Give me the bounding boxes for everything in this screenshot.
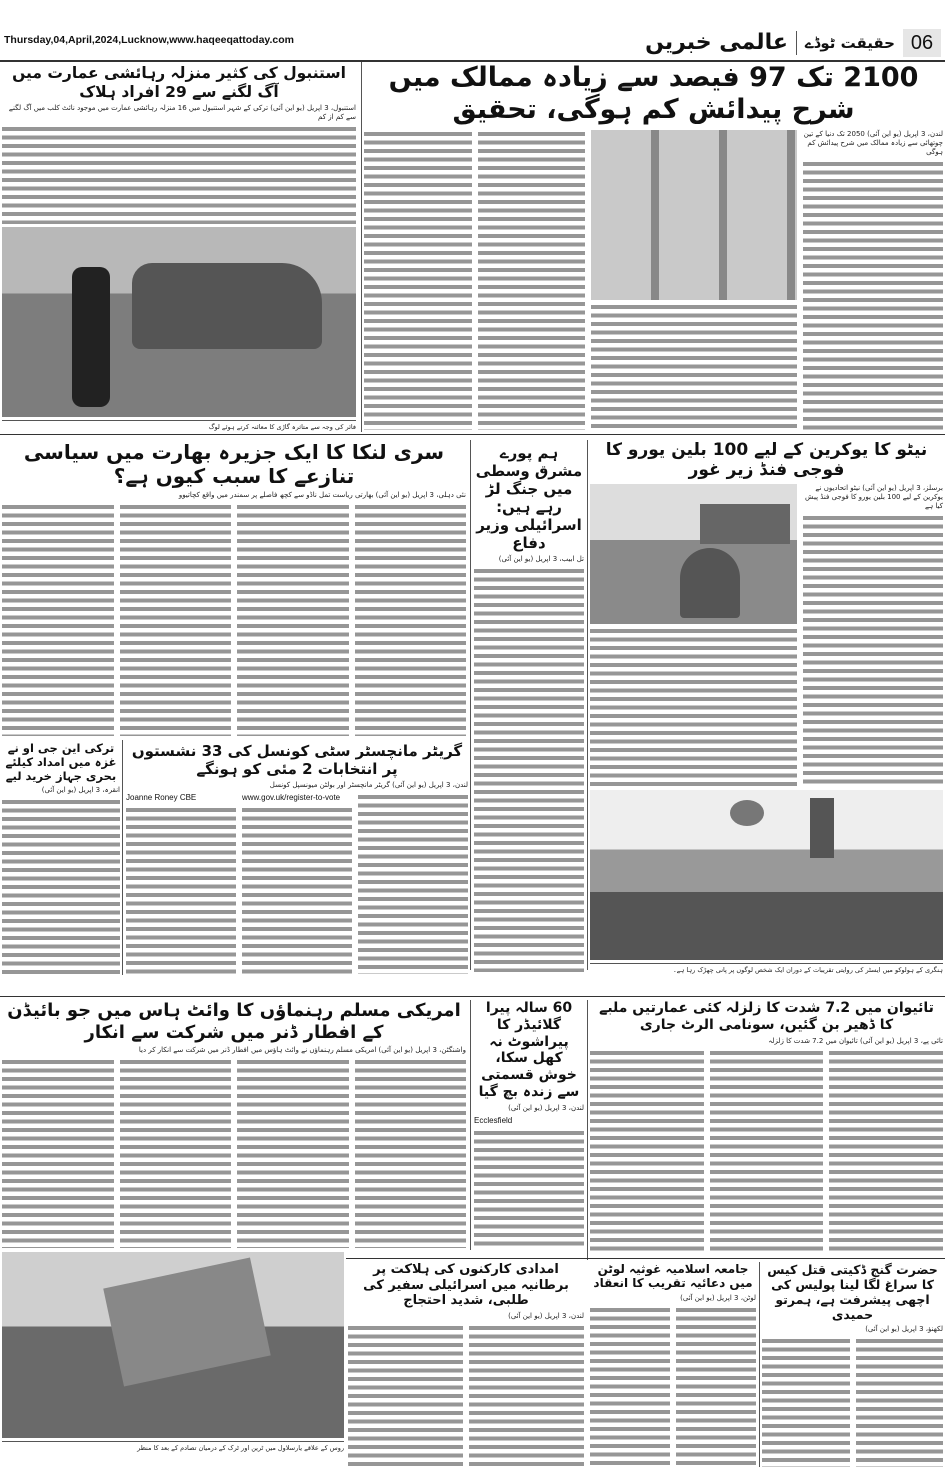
section-title: عالمی خبریں xyxy=(645,29,788,55)
body-text xyxy=(590,627,797,787)
divider xyxy=(587,440,588,970)
divider xyxy=(587,1000,588,1260)
lead: انقرہ، 3 اپریل (یو این آئی) xyxy=(41,786,120,795)
article-istanbul xyxy=(2,64,356,432)
lead: لندن، 3 اپریل (یو این آئی) xyxy=(508,1103,584,1112)
divider xyxy=(361,62,362,432)
body-text xyxy=(242,806,352,974)
dateline: Thursday,04,April,2024,Lucknow,www.haqeeqattoday.com xyxy=(4,34,294,46)
body-text xyxy=(469,1324,584,1467)
lead: تائی پے، 3 اپریل (یو این آئی) تائیوان میں 7.2 شدت کا زلزلہ xyxy=(768,1036,943,1045)
article-birthrate xyxy=(364,62,943,430)
article-paraglider xyxy=(474,1000,584,1250)
headline: 2100 تک 97 فیصد سے زیادہ ممالک میں شرح پیدائش کم ہوگی، تحقیق xyxy=(388,62,919,126)
divider xyxy=(122,740,123,975)
article-nato xyxy=(590,440,943,975)
body-text xyxy=(710,1049,824,1255)
headline: جامعہ اسلامیہ غوثیہ لوٹن میں دعائیہ تقریب کا انعقاد xyxy=(593,1262,753,1291)
masthead xyxy=(0,26,945,60)
lead: برسلز، 3 اپریل (یو این آئی) نیٹو اتحادیوں نے یوکرین کے لیے 100 بلین یورو کا فوجی فنڈ پیش کیا ہے xyxy=(805,483,943,510)
place-name: Ecclesfield xyxy=(474,1115,513,1125)
lead: لوٹن، 3 اپریل (یو این آئی) xyxy=(680,1293,756,1302)
body-text xyxy=(2,503,114,736)
article-srilanka xyxy=(2,440,466,736)
divider xyxy=(470,1000,471,1250)
register-url[interactable]: www.gov.uk/register-to-vote xyxy=(242,793,341,802)
body-text xyxy=(856,1337,944,1467)
page-number: 06 xyxy=(903,29,941,57)
body-text xyxy=(803,160,943,430)
headline: ہم پورے مشرق وسطی میں جنگ لڑ رہے ہیں: اسرائیلی وزیر دفاع xyxy=(475,444,583,552)
divider xyxy=(796,31,797,55)
english-name: Joanne Roney CBE xyxy=(126,793,197,802)
article-turkey-ngo xyxy=(2,742,120,974)
body-text xyxy=(348,1324,463,1467)
lead: لندن، 3 اپریل (یو این آئی) گریٹر مانچسٹر اور بولٹن میونسپل کونسل xyxy=(269,781,468,789)
body-text xyxy=(355,503,467,736)
body-text xyxy=(2,125,356,224)
headline: تائیوان میں 7.2 شدت کا زلزلہ کئی عمارتیں ملبے کا ڈھیر بن گئیں، سونامی الرٹ جاری xyxy=(599,1000,934,1033)
divider xyxy=(759,1262,760,1467)
headline: امریکی مسلم رہنماؤں کا وائٹ ہاس میں جو بائیڈن کے افطار ڈنر میں شرکت سے انکار xyxy=(7,1000,461,1043)
article-taiwan xyxy=(590,1000,943,1255)
body-text xyxy=(237,503,349,736)
train-crash-photo xyxy=(2,1252,344,1438)
body-text xyxy=(2,798,120,974)
body-text xyxy=(803,514,943,787)
divider xyxy=(346,1258,945,1259)
headline: گریٹر مانچسٹر سٹی کونسل کی 33 نشستوں پر انتخابات 2 مئی کو ہونگے xyxy=(131,742,463,778)
caption: فائر کی وجہ سے متاثرہ گاڑی کا معائنہ کرتے ہوئے لوگ xyxy=(2,420,356,432)
article-uk-israel-envoy xyxy=(348,1262,584,1467)
lead: لکھنؤ، 3 اپریل (یو این آئی) xyxy=(865,1325,943,1333)
lead: تل ابیب، 3 اپریل (یو این آئی) xyxy=(498,555,584,563)
divider xyxy=(0,996,945,997)
body-text xyxy=(364,130,472,430)
body-text xyxy=(829,1049,943,1255)
divider xyxy=(0,434,945,435)
body-text xyxy=(478,130,586,430)
lead: استنبول، 3 اپریل (یو این آئی) ترکی کے شہر استنبول میں 16 منزلہ رہائشی عمارت میں موجود نائٹ کلب میں آگ لگنے سے کم از کم xyxy=(8,104,356,122)
soldiers-photo xyxy=(590,484,797,624)
body-text xyxy=(237,1058,349,1248)
caption: ہنگری کے ہولوکو میں ایسٹر کی روایتی تقریبات کے دوران ایک شخص لوگوں پر پانی چھڑک رہا ہے۔ xyxy=(590,963,943,975)
article-luton xyxy=(590,1262,756,1467)
lead: واشنگٹن، 3 اپریل (یو این آئی) امریکی مسلم رہنماؤں نے وائٹ ہاؤس میں افطار ڈنر میں شرکت سے انکار کر دیا xyxy=(138,1046,466,1055)
lead: لندن، 3 اپریل (یو این آئی) 2050 تک دنیا کے تین چوتھائی سے زیادہ ممالک میں شرح پیدائش کم ہوگی xyxy=(803,129,943,156)
headline: سری لنکا کا ایک جزیرہ بھارت میں سیاسی تنازعے کا سبب کیوں ہے؟ xyxy=(23,440,445,488)
train-crash-figure xyxy=(2,1252,344,1466)
body-text xyxy=(474,567,584,972)
headline: امدادی کارکنوں کی ہلاکت پر برطانیہ میں اسرائیلی سفیر کی طلبی، شدید احتجاج xyxy=(363,1262,569,1309)
body-text xyxy=(358,793,468,974)
body-text xyxy=(676,1306,756,1467)
headline: 60 سالہ پیرا گلائیڈر کا پیراشوٹ نہ کھل سکا، خوش قسمتی سے زندہ بچ گیا xyxy=(478,1000,580,1100)
body-text xyxy=(762,1337,850,1467)
burned-car-photo xyxy=(2,227,356,417)
divider xyxy=(470,440,471,970)
body-text xyxy=(126,806,236,974)
lead: نئی دہلی، 3 اپریل (یو این آئی) بھارتی ریاست تمل ناڈو سے کچھ فاصلے پر سمندر میں واقع کچاتیوو xyxy=(178,491,466,499)
headline: نیٹو کا یوکرین کے لیے 100 بلین یورو کا فوجی فنڈ زیر غور xyxy=(605,440,928,481)
body-text xyxy=(2,1058,114,1248)
logo: حقیقت ٹوڈے xyxy=(804,34,895,52)
body-text xyxy=(590,1306,670,1467)
headline: استنبول کی کثیر منزلہ رہائشی عمارت میں آگ لگنے سے 29 افراد ہلاک xyxy=(12,64,346,101)
newborns-photo xyxy=(591,130,797,300)
masthead-right xyxy=(645,28,941,58)
body-text xyxy=(120,1058,232,1248)
lead: لندن، 3 اپریل (یو این آئی) xyxy=(508,1311,584,1320)
headline: حضرت گنج ڈکیتی قتل کیس کا سراغ لگا لینا پولیس کی اچھی پیشرفت ہے، ہمرتو حمیدی xyxy=(767,1262,938,1322)
caption: روس کے علاقے یارسلاول میں ٹرین اور ٹرک کے درمیان تصادم کے بعد کا منظر xyxy=(2,1441,344,1453)
body-text xyxy=(590,1049,704,1255)
body-text xyxy=(120,503,232,736)
article-manchester xyxy=(126,742,468,974)
body-text xyxy=(591,303,797,430)
easter-celebration-photo xyxy=(590,790,943,960)
body-text xyxy=(355,1058,467,1248)
body-text xyxy=(474,1129,584,1250)
article-israel-defense xyxy=(474,444,584,972)
headline: ترکی این جی او نے غزہ میں امداد کیلئے بحری جہاز خرید لیے xyxy=(5,741,117,783)
article-muslim-leaders xyxy=(2,1000,466,1248)
article-hazratganj xyxy=(762,1262,943,1467)
